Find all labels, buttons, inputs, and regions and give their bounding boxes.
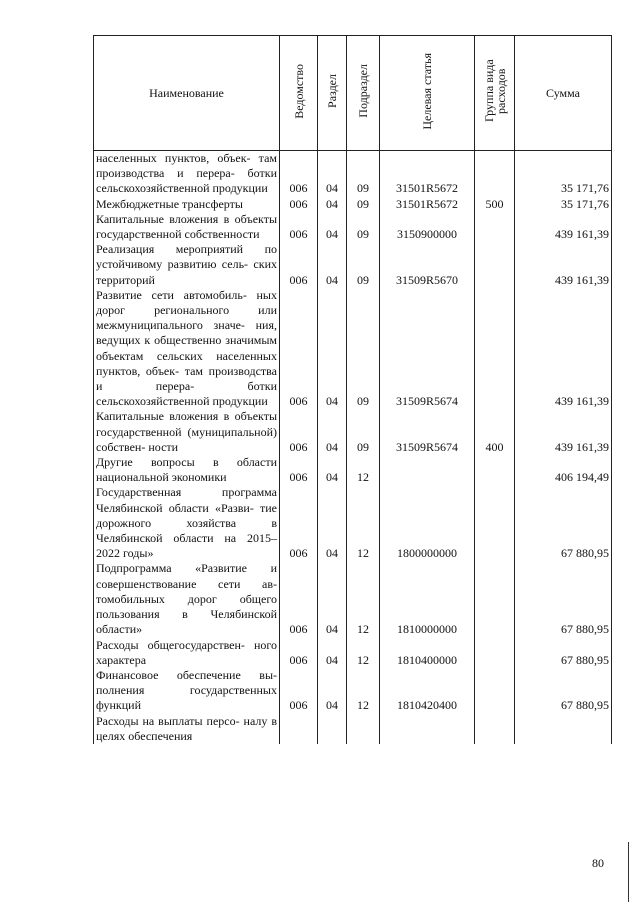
cell-vedomstvo: 006: [280, 638, 318, 668]
cell-summa: 67 880,95: [515, 561, 612, 637]
cell-razdel: 04: [318, 151, 347, 197]
table-row: [94, 638, 612, 668]
header-razdel: Раздел: [318, 36, 347, 151]
cell-name: Расходы на выплаты персо- налу в целях обеспечения: [94, 714, 280, 744]
cell-gruppa: [475, 668, 515, 714]
cell-gruppa: [475, 455, 515, 485]
cell-razdel: 04: [318, 197, 347, 212]
cell-celevaya-statya: [380, 455, 475, 485]
cell-gruppa: [475, 714, 515, 744]
cell-razdel: 04: [318, 212, 347, 242]
cell-vedomstvo: 006: [280, 197, 318, 212]
margin-line: [628, 842, 629, 902]
cell-celevaya-statya: 31509R5670: [380, 242, 475, 288]
cell-vedomstvo: 006: [280, 409, 318, 455]
cell-celevaya-statya: 31501R5672: [380, 197, 475, 212]
cell-gruppa: [475, 151, 515, 197]
header-summa: Сумма: [515, 36, 612, 151]
cell-celevaya-statya: 31509R5674: [380, 288, 475, 410]
cell-name: Межбюджетные трансферты: [94, 197, 280, 212]
table-header-row: [94, 36, 612, 151]
cell-vedomstvo: 006: [280, 212, 318, 242]
cell-podrazdel: 09: [347, 212, 380, 242]
cell-name: Расходы общегосударствен- ного характера: [94, 638, 280, 668]
cell-celevaya-statya: 1800000000: [380, 485, 475, 561]
cell-celevaya-statya: 1810000000: [380, 561, 475, 637]
cell-podrazdel: 12: [347, 668, 380, 714]
cell-summa: 35 171,76: [515, 197, 612, 212]
cell-gruppa: [475, 242, 515, 288]
budget-table: [93, 35, 612, 744]
cell-name: Капитальные вложения в объекты государственной (муниципальной) собствен- ности: [94, 409, 280, 455]
cell-summa: 439 161,39: [515, 242, 612, 288]
header-gruppa-vida-rashodov: Группа вида расходов: [475, 36, 515, 151]
cell-gruppa: [475, 561, 515, 637]
cell-name: Другие вопросы в области национальной экономики: [94, 455, 280, 485]
cell-podrazdel: 09: [347, 409, 380, 455]
cell-summa: 67 880,95: [515, 485, 612, 561]
table-row: [94, 197, 612, 212]
table-row: [94, 668, 612, 714]
cell-vedomstvo: 006: [280, 242, 318, 288]
cell-gruppa: 500: [475, 197, 515, 212]
cell-name: населенных пунктов, объек- там производства и перера- ботки сельскохозяйственной продукции: [94, 151, 280, 197]
cell-razdel: 04: [318, 242, 347, 288]
table-row: [94, 151, 612, 197]
cell-gruppa: 400: [475, 409, 515, 455]
cell-vedomstvo: 006: [280, 561, 318, 637]
cell-razdel: 04: [318, 485, 347, 561]
header-name: Наименование: [94, 36, 280, 151]
cell-podrazdel: 09: [347, 288, 380, 410]
cell-name: Государственная программа Челябинской области «Разви- тие дорожного хозяйства в Челябинской области на 2015–2022 годы»: [94, 485, 280, 561]
cell-name: Подпрограмма «Развитие и совершенствование сети ав- томобильных дорог общего пользования в Челябинской области»: [94, 561, 280, 637]
cell-vedomstvo: [280, 714, 318, 744]
cell-summa: 67 880,95: [515, 668, 612, 714]
cell-podrazdel: 09: [347, 242, 380, 288]
cell-name: Реализация мероприятий по устойчивому развитию сель- ских территорий: [94, 242, 280, 288]
cell-podrazdel: 09: [347, 197, 380, 212]
table-row: [94, 409, 612, 455]
cell-gruppa: [475, 212, 515, 242]
table-row: [94, 212, 612, 242]
cell-summa: 406 194,49: [515, 455, 612, 485]
cell-podrazdel: 12: [347, 485, 380, 561]
header-vedomstvo: Ведомство: [280, 36, 318, 151]
table-row: [94, 455, 612, 485]
cell-summa: 67 880,95: [515, 638, 612, 668]
page-number: 80: [592, 856, 604, 870]
cell-celevaya-statya: 31501R5672: [380, 151, 475, 197]
cell-razdel: 04: [318, 561, 347, 637]
cell-celevaya-statya: [380, 714, 475, 744]
header-celevaya-statya: Целевая статья: [380, 36, 475, 151]
cell-name: Развитие сети автомобиль- ных дорог регионального или межмуниципального значе- ния, ведущих к общественно значимым объектам сельских населенных пунктов, объек- там производства и перера- ботки сельскохозяйственной продукции: [94, 288, 280, 410]
cell-summa: 439 161,39: [515, 288, 612, 410]
cell-name: Финансовое обеспечение вы- полнения государственных функций: [94, 668, 280, 714]
cell-gruppa: [475, 485, 515, 561]
cell-vedomstvo: 006: [280, 668, 318, 714]
cell-razdel: 04: [318, 288, 347, 410]
cell-summa: [515, 714, 612, 744]
cell-celevaya-statya: 3150900000: [380, 212, 475, 242]
table-row: [94, 561, 612, 637]
cell-razdel: 04: [318, 668, 347, 714]
cell-name: Капитальные вложения в объекты государственной собственности: [94, 212, 280, 242]
table-body: [94, 151, 612, 744]
table-row: [94, 242, 612, 288]
cell-razdel: [318, 714, 347, 744]
cell-celevaya-statya: 1810420400: [380, 668, 475, 714]
cell-podrazdel: 12: [347, 455, 380, 485]
cell-summa: 439 161,39: [515, 212, 612, 242]
cell-summa: 439 161,39: [515, 409, 612, 455]
table-row: [94, 288, 612, 410]
cell-razdel: 04: [318, 455, 347, 485]
cell-vedomstvo: 006: [280, 455, 318, 485]
cell-vedomstvo: 006: [280, 288, 318, 410]
header-podrazdel: Подраздел: [347, 36, 380, 151]
cell-summa: 35 171,76: [515, 151, 612, 197]
cell-vedomstvo: 006: [280, 151, 318, 197]
cell-celevaya-statya: 1810400000: [380, 638, 475, 668]
cell-gruppa: [475, 638, 515, 668]
cell-razdel: 04: [318, 409, 347, 455]
cell-razdel: 04: [318, 638, 347, 668]
table-row: [94, 714, 612, 744]
cell-gruppa: [475, 288, 515, 410]
cell-vedomstvo: 006: [280, 485, 318, 561]
cell-podrazdel: [347, 714, 380, 744]
cell-celevaya-statya: 31509R5674: [380, 409, 475, 455]
cell-podrazdel: 09: [347, 151, 380, 197]
cell-podrazdel: 12: [347, 561, 380, 637]
cell-podrazdel: 12: [347, 638, 380, 668]
table-row: [94, 485, 612, 561]
